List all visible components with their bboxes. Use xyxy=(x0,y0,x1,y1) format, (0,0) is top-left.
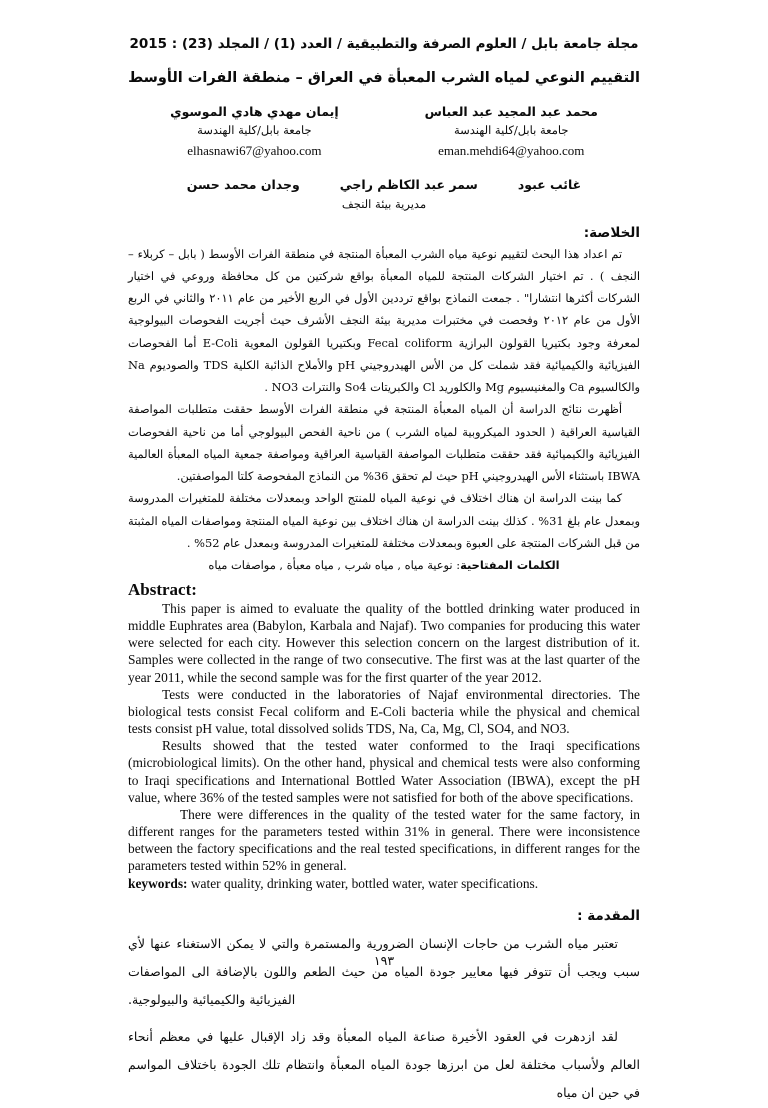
author-email[interactable]: elhasnawi67@yahoo.com xyxy=(187,142,322,158)
english-abstract-heading: Abstract: xyxy=(128,580,197,600)
author-name: وجدان محمد حسن xyxy=(186,176,300,192)
english-keywords-value: water quality, drinking water, bottled water, water specifications. xyxy=(187,875,539,891)
arabic-abstract-paragraph: كما بينت الدراسة ان هناك اختلاف في نوعية المياه للمنتج الواحد وبمعدلات مختلفة للمتغيرات المدروسة وبمعدل عام بلغ 31% . كذلك بينت الدراسة ان هناك اختلاف بين نوعية المياه المنتجة ومواصفات المياه المثبتة من قبل الشركات المنتجة على العبوة وبمعدلات مختلفة للمتغيرات المدروسة وبمعدل عام 52% . xyxy=(128,491,640,550)
author-name: غائب عبود xyxy=(517,176,582,192)
running-head: مجلة جامعة بابل / العلوم الصرفة والتطبيقية / العدد (1) / المجلد (23) : 2015 xyxy=(129,36,639,52)
author-name: محمد عبد المجيد عبد العباس xyxy=(424,104,598,119)
arabic-abstract-paragraph: تم اعداد هذا البحث لتقييم نوعية مياه الشرب المعبأة المنتجة في منطقة الفرات الأوسط ( بابل – كربلاء – النجف ) . تم اختيار الشركات المنتجة للمياه المعبأة بواقع شركتين من كل محافظة وروعي في اختيار الشركات أكثرها انتشارا" . جمعت النماذج بواقع ترددين الأول في الربع الأخير من عام ٢٠١١ والثاني في الربع الأول من عام ٢٠١٢ وفحصت في مختبرات مديرية بيئة النجف الأشرف حيث أجريت الفحوصات البيولوجية لمعرفة وجود بكتيريا القولون البرازية Fecal coliform وبكتيريا القولون المعوية E-Coli أما الفحوصات الفيزيائية والكيميائية فقد شملت كل من الأس الهيدروجيني pH والأملاح الذائبة الكلية TDS والصوديوم Na والكالسيوم Ca والمغنيسيوم Mg والكلوريد Cl والكبريتات So4 والنترات NO3 . xyxy=(128,246,640,395)
english-abstract-paragraph: This paper is aimed to evaluate the quality of the bottled drinking water produced in middle Euphrates area (Babylon, Karbala and Najaf). Two companies for producing this water were selected for each city. However this selection concern on the largest distribution of it. Samples were collected in the range of two consecutive. The first was at the last quarter of the year 2011, while the second sample was for the first quarter of the year 2012. xyxy=(128,601,640,685)
arabic-abstract-heading: الخلاصة: xyxy=(583,224,640,241)
english-keywords-label: keywords: xyxy=(128,875,188,891)
page-number: ١٩٣ xyxy=(373,953,395,968)
english-abstract-paragraph: Tests were conducted in the laboratories of Najaf environmental directories. The biological tests consist Fecal coliform and E-Coli bacteria while the physical and chemical tests consist pH value, total dissolved solids TDS, Na, Ca, Mg, Cl, SO4, and NO3. xyxy=(128,686,640,737)
author-affiliation: جامعة بابل/كلية الهندسة xyxy=(453,123,569,138)
arabic-keywords-label: الكلمات المفتاحية xyxy=(460,558,560,573)
author-name: إيمان مهدي هادي الموسوي xyxy=(170,104,339,119)
english-keywords xyxy=(128,875,640,892)
introduction-paragraph: تعتبر مياه الشرب من حاجات الإنسان الضرورية والمستمرة والتي لا يمكن الاستغناء عنها لأي سبب ويجب أن تتوفر فيها معايير جودة المياه من حيث الطعم واللون بالإضافة الى المواصفات الفيزيائية والكيميائية والبيولوجية. xyxy=(128,935,640,1008)
introduction-paragraph: لقد ازدهرت في العقود الأخيرة صناعة المياه المعبأة وقد زاد الإقبال عليها في معظم أنحاء العالم ولأسباب مختلفة لعل من ابرزها جودة المياه المعبأة وانتظام تلك الجودة باختلاف المواسم في حين ان مياه xyxy=(128,1028,640,1101)
author-affiliation: جامعة بابل/كلية الهندسة xyxy=(197,123,312,138)
author-email[interactable]: eman.mehdi64@yahoo.com xyxy=(438,142,585,158)
page-title: التقييم النوعي لمياه الشرب المعبأة في العراق – منطقة الفرات الأوسط xyxy=(128,70,640,86)
english-abstract-paragraph: There were differences in the quality of the tested water for the same factory, in different ranges for the parameters tested within 31% in general. There were inconsistence between the factory specifications and the real tested specifications, in different ranges for the parameters tested within 52% in general. xyxy=(128,806,640,874)
arabic-keywords xyxy=(128,558,640,572)
authors-row-secondary xyxy=(128,176,640,194)
english-abstract-paragraph: Results showed that the tested water conformed to the Iraqi specifications (microbiological limits). On the other hand, physical and chemical tests were also conforming to Iraqi specifications and International Bottled Water Association (IBWA), except the pH value, where 36% of the tested samples were not satisfied for both of the above specifications. xyxy=(128,738,640,805)
arabic-keywords-value: : نوعية مياه , مياه شرب , مياه معبأة , مواصفات مياه xyxy=(208,558,461,573)
introduction-heading: المقدمة : xyxy=(577,907,640,924)
author-block xyxy=(170,103,338,162)
arabic-abstract-paragraph: أظهرت نتائج الدراسة أن المياه المعبأة المنتجة في منطقة الفرات الأوسط حققت متطلبات المواصفة القياسية العراقية ( الحدود الميكروبية لمياه الشرب ) من ناحية الفحص البيولوجي أما من ناحية الفحوصات الفيزيائية والكيميائية فقد حققت متطلبات المواصفة القياسية العراقية ومواصفة جمعية المياه المعبأة العالمية IBWA باستثناء الأس الهيدروجيني pH حيث لم تحقق 36% من النماذج المفحوصة كلتا المواصفتين. xyxy=(128,402,640,484)
authors-row-primary xyxy=(128,103,640,162)
author-name: سمر عبد الكاظم راجي xyxy=(339,176,478,192)
author-block xyxy=(425,103,598,162)
authors-row-secondary-affiliation: مديرية بيئة النجف xyxy=(341,196,427,211)
